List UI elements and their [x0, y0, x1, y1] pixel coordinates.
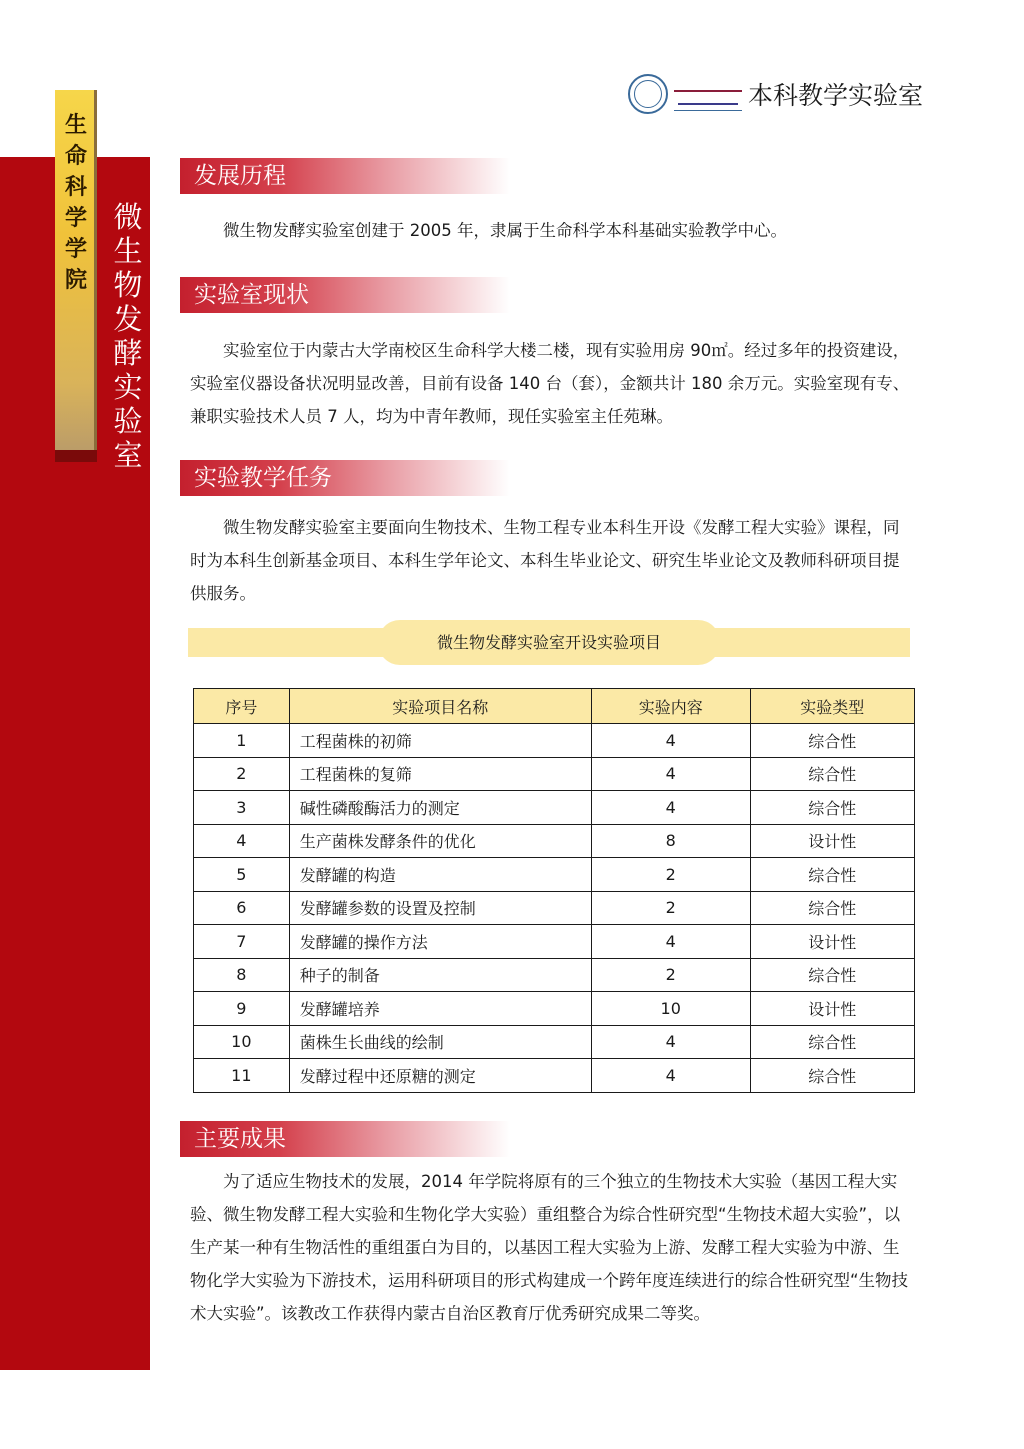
- table-row: [194, 757, 915, 791]
- cell-content: 10: [591, 992, 750, 1026]
- table-row: [194, 858, 915, 892]
- college-tab-shadow: [55, 450, 97, 462]
- cell-project-name: 菌株生长曲线的绘制: [289, 1025, 591, 1059]
- cell-type: 综合性: [750, 1025, 914, 1059]
- cell-type: 综合性: [750, 891, 914, 925]
- cell-content: 2: [591, 858, 750, 892]
- cell-type: 综合性: [750, 858, 914, 892]
- university-calligraphy-logo: [674, 76, 742, 112]
- table-row: [194, 958, 915, 992]
- cell-content: 4: [591, 791, 750, 825]
- cell-content: 4: [591, 724, 750, 758]
- results-paragraph: 为了适应生物技术的发展，2014 年学院将原有的三个独立的生物技术大实验（基因工程大实验、微生物发酵工程大实验和生物化学大实验）重组整合为综合性研究型“生物技术超大实验”，以生产某一种有生物活性的重组蛋白为目的，以基因工程大实验为上游、发酵工程大实验为中游、生物化学大实验为下游技术，运用科研项目的形式构建成一个跨年度连续进行的综合性研究型“生物技术大实验”。该教改工作获得内蒙古自治区教育厅优秀研究成果二等奖。: [190, 1172, 909, 1323]
- table-caption: 微生物发酵实验室开设实验项目: [436, 633, 661, 652]
- cell-content: 2: [591, 958, 750, 992]
- status-paragraph: 实验室位于内蒙古大学南校区生命科学大楼二楼，现有实验用房 90㎡。经过多年的投资建设，实验室仪器设备状况明显改善，目前有设备 140 台（套），金额共计 180 余万元。实验室现有专、兼职实验技术人员 7 人，均为中青年教师，现任实验室主任苑琳。: [190, 341, 910, 426]
- cell-index: 9: [194, 992, 290, 1026]
- table-row: [194, 724, 915, 758]
- cell-index: 10: [194, 1025, 290, 1059]
- cell-index: 4: [194, 824, 290, 858]
- cell-project-name: 碱性磷酸酶活力的测定: [289, 791, 591, 825]
- cell-project-name: 发酵罐的操作方法: [289, 925, 591, 959]
- cell-index: 6: [194, 891, 290, 925]
- header-content: 实验内容: [591, 689, 750, 724]
- tasks-paragraph: 微生物发酵实验室主要面向生物技术、生物工程专业本科生开设《发酵工程大实验》课程，同时为本科生创新基金项目、本科生学年论文、本科生毕业论文、研究生毕业论文及教师科研项目提供服务。: [190, 518, 900, 603]
- cell-index: 7: [194, 925, 290, 959]
- cell-project-name: 生产菌株发酵条件的优化: [289, 824, 591, 858]
- cell-type: 设计性: [750, 992, 914, 1026]
- header-type: 实验类型: [750, 689, 914, 724]
- table-caption-banner: [188, 620, 910, 665]
- section-title-status: 实验室现状: [180, 277, 510, 313]
- cell-type: 综合性: [750, 958, 914, 992]
- history-paragraph: 微生物发酵实验室创建于 2005 年，隶属于生命科学本科基础实验教学中心。: [223, 221, 787, 240]
- experiment-table: [193, 688, 915, 1093]
- cell-project-name: 发酵罐的构造: [289, 858, 591, 892]
- cell-index: 5: [194, 858, 290, 892]
- cell-project-name: 工程菌株的复筛: [289, 757, 591, 791]
- cell-content: 4: [591, 1025, 750, 1059]
- cell-project-name: 发酵过程中还原糖的测定: [289, 1059, 591, 1093]
- table-row: [194, 1025, 915, 1059]
- cell-type: 综合性: [750, 757, 914, 791]
- table-header-row: [194, 689, 915, 724]
- table-row: [194, 1059, 915, 1093]
- cell-project-name: 工程菌株的初筛: [289, 724, 591, 758]
- cell-content: 8: [591, 824, 750, 858]
- college-name: 生命科学学院: [64, 113, 87, 293]
- table-row: [194, 791, 915, 825]
- cell-project-name: 种子的制备: [289, 958, 591, 992]
- table-row: [194, 925, 915, 959]
- header-title: 本科教学实验室: [748, 81, 924, 110]
- lab-name-vertical: 微生物发酵实验室: [113, 200, 143, 472]
- cell-project-name: 发酵罐参数的设置及控制: [289, 891, 591, 925]
- header-project-name: 实验项目名称: [289, 689, 591, 724]
- cell-type: 综合性: [750, 724, 914, 758]
- cell-content: 2: [591, 891, 750, 925]
- table-row: [194, 824, 915, 858]
- cell-type: 综合性: [750, 791, 914, 825]
- cell-index: 11: [194, 1059, 290, 1093]
- cell-project-name: 发酵罐培养: [289, 992, 591, 1026]
- cell-content: 4: [591, 757, 750, 791]
- header-index: 序号: [194, 689, 290, 724]
- table-row: [194, 891, 915, 925]
- cell-index: 2: [194, 757, 290, 791]
- cell-index: 3: [194, 791, 290, 825]
- cell-content: 4: [591, 1059, 750, 1093]
- university-seal-icon: [628, 74, 668, 114]
- cell-type: 设计性: [750, 824, 914, 858]
- section-title-results: 主要成果: [180, 1121, 510, 1157]
- cell-index: 8: [194, 958, 290, 992]
- section-title-tasks: 实验教学任务: [180, 460, 510, 496]
- cell-index: 1: [194, 724, 290, 758]
- cell-content: 4: [591, 925, 750, 959]
- section-title-history: 发展历程: [180, 158, 510, 194]
- university-logo: [628, 72, 923, 116]
- cell-type: 设计性: [750, 925, 914, 959]
- cell-type: 综合性: [750, 1059, 914, 1093]
- table-row: [194, 992, 915, 1026]
